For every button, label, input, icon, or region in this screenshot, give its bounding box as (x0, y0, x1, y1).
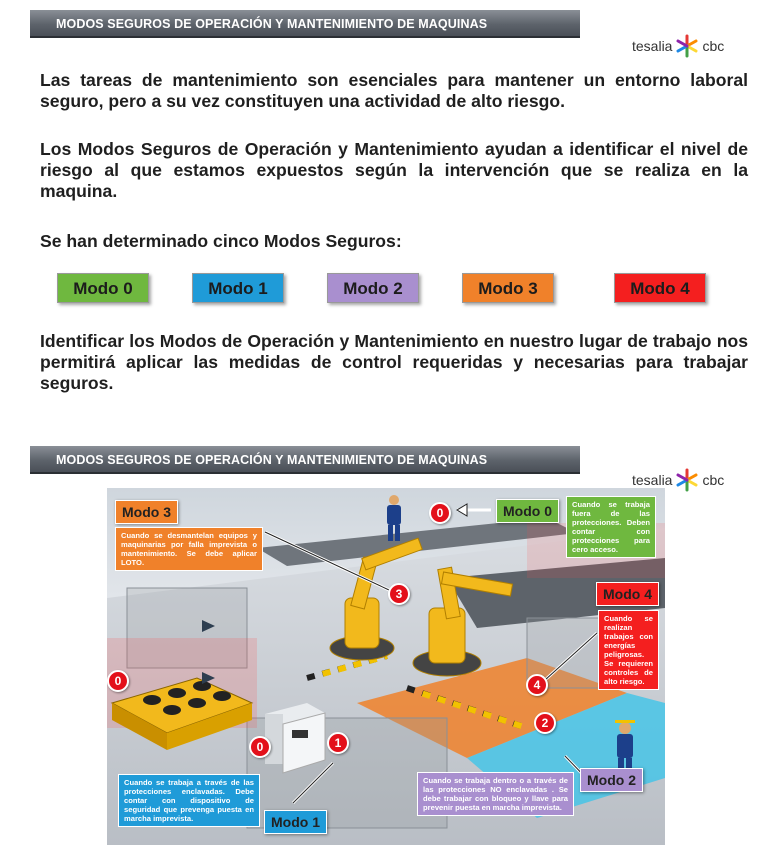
modes-heading: Se han determinado cinco Modos Seguros: (40, 231, 402, 251)
mode-3-note: Cuando se desmantelan equipos y maquinarias por falla imprevista o mantenimiento. Se debe aplicar LOTO. (115, 527, 263, 571)
mode-4-note: Cuando se realizan trabajos con energías peligrosas. Se requieren controles de alto riesgo. (598, 610, 659, 690)
badge-mode-2: 2 (534, 712, 556, 734)
purpose-paragraph: Los Modos Seguros de Operación y Mantenimiento ayudan a identificar el nivel de riesgo al que estamos expuestos según la intervención que se realiza en la maquina. (40, 139, 748, 201)
mode-0-chip: Modo 0 (57, 273, 149, 303)
mode-0-note: Cuando se trabaja fuera de las protecciones. Deben contar con protecciones para cero acceso. (566, 496, 656, 558)
badge-mode-0-left: 0 (107, 670, 129, 692)
mode-0-label: Modo 0 (496, 499, 559, 523)
mode-1-chip: Modo 1 (192, 273, 284, 303)
badge-mode-3: 3 (388, 583, 410, 605)
factory-illustration (107, 488, 665, 845)
logo-star-icon (675, 34, 699, 58)
mode-2-chip: Modo 2 (327, 273, 419, 303)
slide1-banner: MODOS SEGUROS DE OPERACIÓN Y MANTENIMIENTO DE MAQUINAS (30, 10, 580, 38)
mode-2-label: Modo 2 (580, 768, 643, 792)
slide2-banner: MODOS SEGUROS DE OPERACIÓN Y MANTENIMIENTO DE MAQUINAS (30, 446, 580, 474)
mode-1-note: Cuando se trabaja a través de las protecciones enclavadas. Debe contar con dispositivo de seguridad que prevenga puesta en marcha imprevista. (118, 774, 260, 827)
intro-paragraph: Las tareas de mantenimiento son esenciales para mantener un entorno laboral seguro, pero a su vez constituyen una actividad de alto riesgo. (40, 70, 748, 111)
mode-4-chip: Modo 4 (614, 273, 706, 303)
company-logo (632, 34, 724, 58)
logo-text-cbc: cbc (702, 472, 725, 488)
mode-3-chip: Modo 3 (462, 273, 554, 303)
logo-text-tesalia: tesalia (632, 472, 673, 488)
mode-1-label: Modo 1 (264, 810, 327, 834)
mode-2-note: Cuando se trabaja dentro o a través de las protecciones NO enclavadas . Se debe trabajar con bloqueo y llave para prevenir puesta en marcha imprevista. (417, 772, 574, 816)
badge-mode-0-top: 0 (429, 502, 451, 524)
logo-text-cbc: cbc (702, 38, 725, 54)
conclusion-paragraph: Identificar los Modos de Operación y Mantenimiento en nuestro lugar de trabajo nos permitirá aplicar las medidas de control requeridas y necesarias para trabajar seguros. (40, 331, 748, 393)
mode-3-label: Modo 3 (115, 500, 178, 524)
logo-text-tesalia: tesalia (632, 38, 673, 54)
mode-4-label: Modo 4 (596, 582, 659, 606)
badge-mode-0-bottom: 0 (249, 736, 271, 758)
badge-mode-4: 4 (526, 674, 548, 696)
badge-mode-1: 1 (327, 732, 349, 754)
logo-star-icon (675, 468, 699, 492)
